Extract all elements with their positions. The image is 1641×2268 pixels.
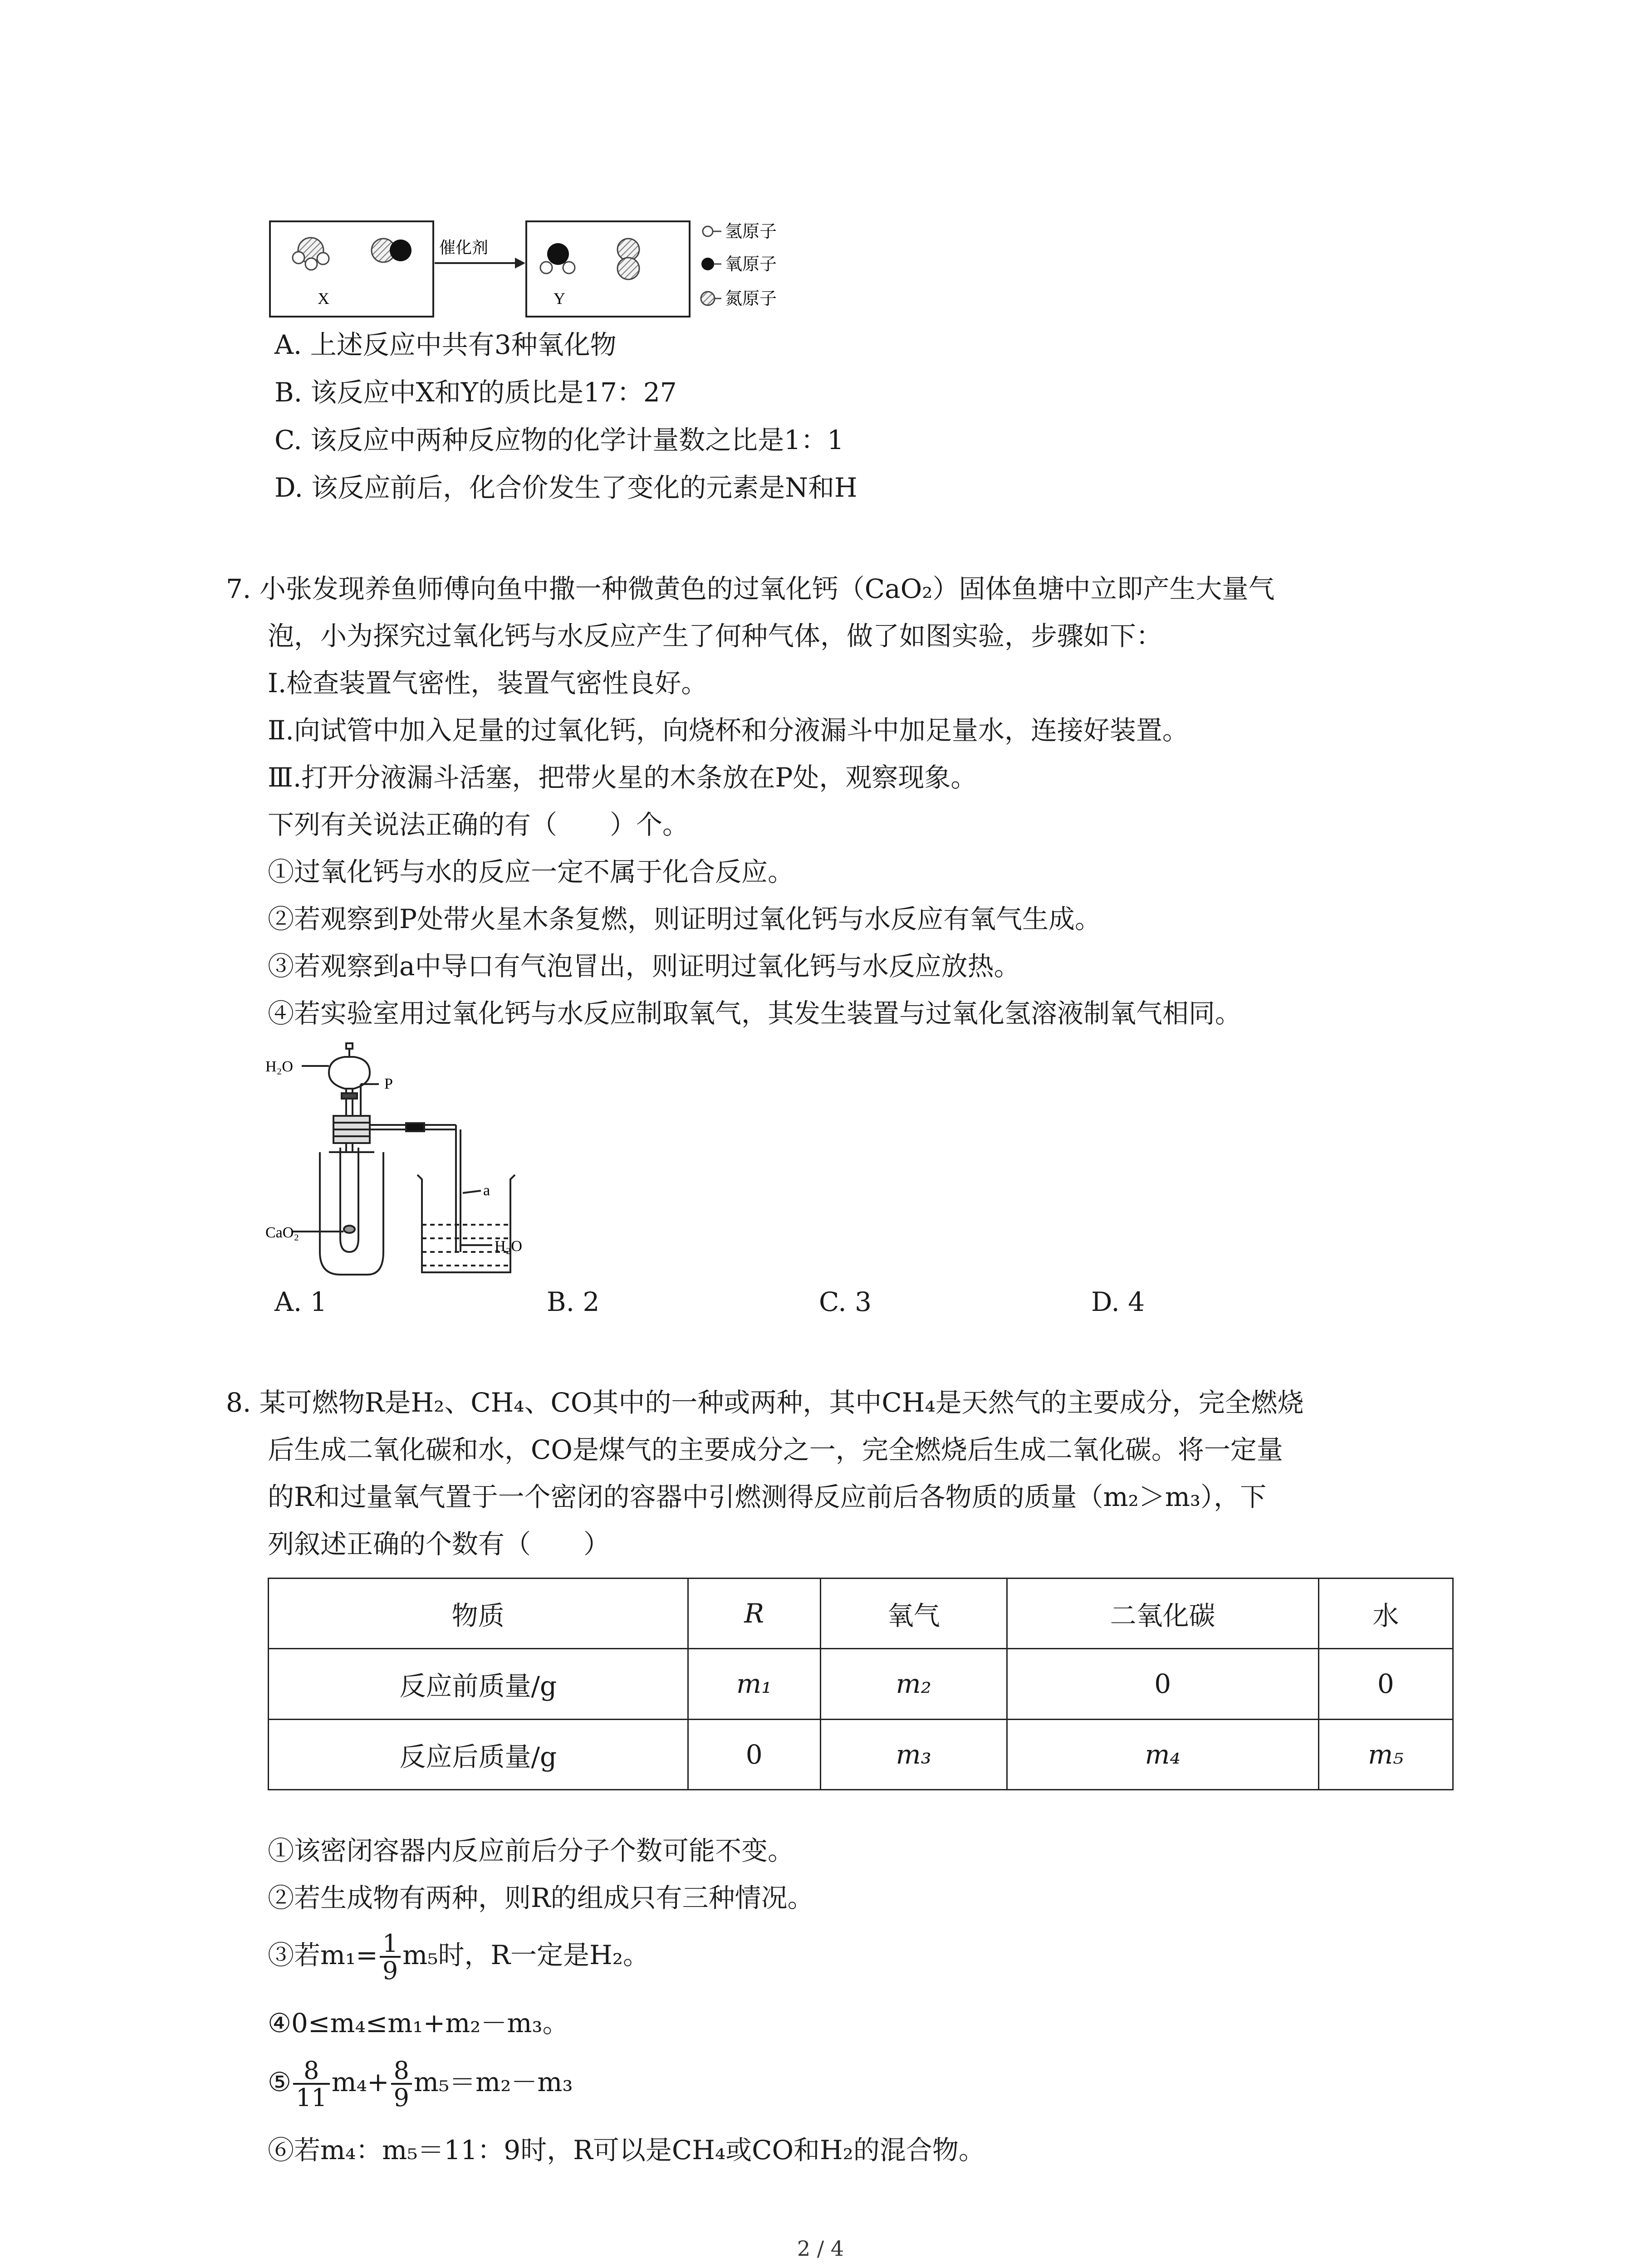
fraction-numerator: 8 — [293, 2058, 330, 2085]
fraction-denominator: 9 — [382, 1956, 398, 1985]
q7-step-2: Ⅱ.向试管中加入足量的过氧化钙，向烧杯和分液漏斗中加足量水，连接好装置。 — [268, 715, 1189, 746]
q7-stem-line2: 泡，小为探究过氧化钙与水反应产生了何种气体，做了如图实验，步骤如下： — [268, 621, 1163, 651]
q7-diagram-cao2: CaO₂ — [265, 1224, 299, 1241]
q7-statement-1: ①过氧化钙与水的反应一定不属于化合反应。 — [268, 856, 794, 887]
q8-statement-1: ①该密闭容器内反应前后分子个数可能不变。 — [268, 1835, 794, 1866]
q6-label-y: Y — [554, 289, 565, 308]
q8-stem-line3: 的R和过量氧气置于一个密闭的容器中引燃测得反应前后各物质的质量（m₂＞m₃），下 — [268, 1481, 1267, 1512]
q7-diagram-h2o-right: H₂O — [495, 1238, 522, 1255]
q8-statement-5 — [268, 2050, 573, 2114]
q7-step-3: Ⅲ.打开分液漏斗活塞，把带火星的木条放在P处，观察现象。 — [268, 762, 977, 793]
q6-option-c: C. 该反应中两种反应物的化学计量数之比是1：1 — [274, 425, 844, 455]
q7-statement-2: ②若观察到P处带火星木条复燃，则证明过氧化钙与水反应有氧气生成。 — [268, 904, 1102, 934]
table-cell: 0 — [688, 1719, 820, 1789]
s5-mid: m₄+ — [331, 2067, 389, 2097]
q7-stem-line1: 7. 小张发现养鱼师傅向鱼中撒一种微黄色的过氧化钙（CaO₂）固体鱼塘中立即产生大量气 — [226, 573, 1275, 604]
fraction — [391, 2058, 412, 2110]
table-cell: 物质 — [269, 1579, 688, 1649]
q6-option-b: B. 该反应中X和Y的质比是17：27 — [274, 377, 677, 408]
q8-stem-line2: 后生成二氧化碳和水，CO是煤气的主要成分之一，完全燃烧后生成二氧化碳。将一定量 — [268, 1434, 1283, 1465]
q6-option-d: D. 该反应前后，化合价发生了变化的元素是N和H — [274, 472, 857, 503]
fraction-numerator: 8 — [391, 2058, 412, 2085]
q8-statement-6: ⑥若m₄：m₅＝11：9时，R可以是CH₄或CO和H₂的混合物。 — [268, 2135, 985, 2165]
q6-option-a: A. 上述反应中共有3种氧化物 — [274, 329, 617, 360]
fraction — [380, 1931, 401, 1983]
table-cell: R — [688, 1579, 820, 1649]
table-cell: m₂ — [820, 1649, 1007, 1719]
fraction-denominator: 9 — [393, 2083, 409, 2112]
s5-pre: ⑤ — [268, 2067, 291, 2097]
fraction-denominator: 11 — [296, 2083, 327, 2112]
q7-step-1: Ⅰ.检查装置气密性，装置气密性良好。 — [268, 668, 708, 699]
q7-statement-4: ④若实验室用过氧化钙与水反应制取氧气，其发生装置与过氧化氢溶液制氧气相同。 — [268, 998, 1242, 1029]
s3-post: m₅时，R一定是H₂。 — [402, 1940, 649, 1970]
q7-option-c: C. 3 — [819, 1286, 872, 1317]
table-cell: m₃ — [820, 1719, 1007, 1789]
table-cell: 氧气 — [820, 1579, 1007, 1649]
q6-reaction-diagram — [268, 218, 848, 327]
q8-statement-4: ④0≤m₄≤m₁+m₂－m₃。 — [268, 2008, 569, 2038]
q6-label-x: X — [318, 289, 329, 308]
table-cell: 反应后质量/g — [269, 1719, 688, 1789]
q8-stem-line4: 列叙述正确的个数有（ ） — [268, 1529, 610, 1559]
table-cell: m₅ — [1318, 1719, 1453, 1789]
table-cell: 水 — [1318, 1579, 1453, 1649]
q8-stem-line1: 8. 某可燃物R是H₂、CH₄、CO其中的一种或两种，其中CH₄是天然气的主要成分，完全燃烧 — [226, 1387, 1304, 1418]
q8-statement-3 — [268, 1923, 649, 1987]
q7-diagram-a: a — [483, 1182, 490, 1199]
q7-question: 下列有关说法正确的有（ ）个。 — [268, 809, 689, 840]
legend-nitrogen: 氮原子 — [725, 289, 777, 308]
fraction-numerator: 1 — [380, 1931, 401, 1958]
legend-oxygen: 氧原子 — [725, 255, 777, 274]
table-cell: 二氧化碳 — [1007, 1579, 1318, 1649]
q7-option-a: A. 1 — [274, 1286, 327, 1317]
s3-pre: ③若m₁= — [268, 1940, 378, 1970]
s5-post: m₅＝m₂－m₃ — [413, 2067, 573, 2097]
q8-mass-table — [268, 1578, 1454, 1790]
page-number: 2 / 4 — [797, 2236, 844, 2261]
q8-statement-2: ②若生成物有两种，则R的组成只有三种情况。 — [268, 1882, 814, 1913]
table-header-row — [269, 1579, 1453, 1649]
table-row — [269, 1649, 1453, 1719]
q7-statement-3: ③若观察到a中导口有气泡冒出，则证明过氧化钙与水反应放热。 — [268, 951, 1020, 982]
q7-diagram-p: P — [384, 1075, 393, 1092]
q7-diagram-h2o-top: H₂O — [265, 1058, 293, 1075]
table-cell: m₄ — [1007, 1719, 1318, 1789]
table-cell: m₁ — [688, 1649, 820, 1719]
q7-option-b: B. 2 — [547, 1286, 600, 1317]
q7-apparatus-diagram — [265, 1039, 610, 1284]
legend-hydrogen: 氢原子 — [725, 222, 777, 241]
fraction — [293, 2058, 330, 2110]
table-cell: 0 — [1318, 1649, 1453, 1719]
q7-option-d: D. 4 — [1091, 1286, 1145, 1317]
table-cell: 0 — [1007, 1649, 1318, 1719]
q6-catalyst-label: 催化剂 — [439, 239, 489, 257]
table-cell: 反应前质量/g — [269, 1649, 688, 1719]
table-row — [269, 1719, 1453, 1789]
